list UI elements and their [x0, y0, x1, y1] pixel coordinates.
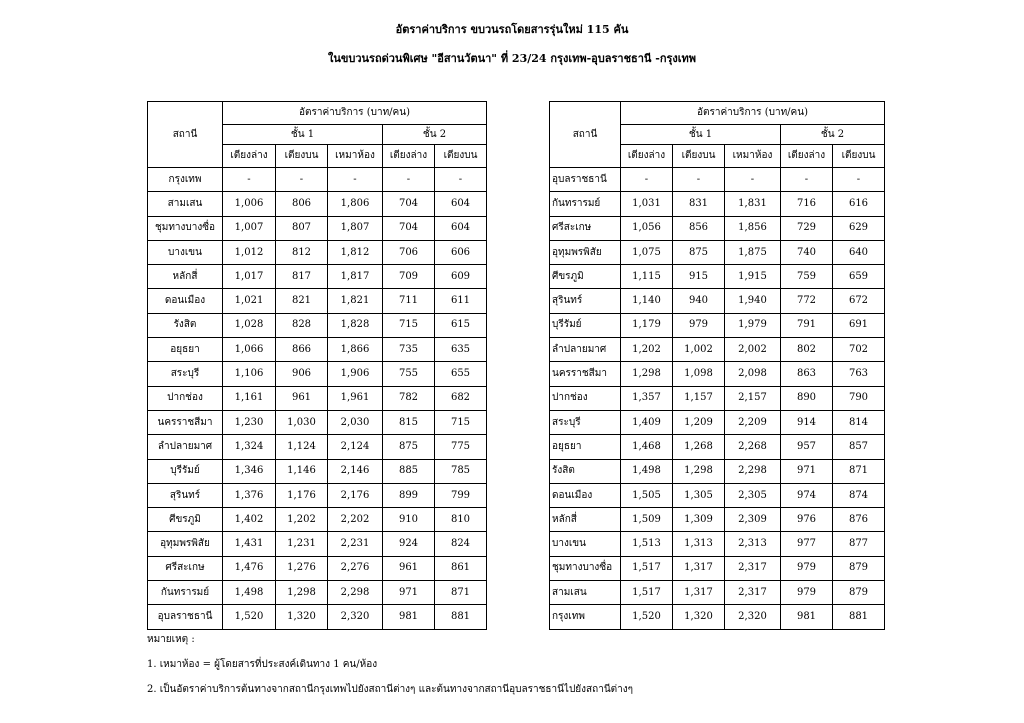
- fare-cell: 1,520: [621, 605, 673, 629]
- fare-cell: 828: [276, 313, 328, 337]
- fare-cell: 1,317: [673, 581, 725, 605]
- c2-lower-header: เตียงล่าง: [781, 145, 833, 168]
- fare-cell: 1,309: [673, 508, 725, 532]
- station-name-cell: ดอนเมือง: [148, 289, 223, 313]
- table-row: [148, 605, 487, 629]
- fare-cell: 1,002: [673, 338, 725, 362]
- table-row: [148, 240, 487, 264]
- fare-cell: -: [833, 168, 885, 192]
- fare-cell: 1,298: [621, 362, 673, 386]
- fare-cell: 914: [781, 410, 833, 434]
- fare-cell: 1,176: [276, 483, 328, 507]
- fare-cell: 875: [383, 435, 435, 459]
- fare-cell: 2,124: [328, 435, 383, 459]
- fare-cell: 1,146: [276, 459, 328, 483]
- table-row: [148, 581, 487, 605]
- fare-cell: 790: [833, 386, 885, 410]
- fare-cell: 1,012: [223, 240, 276, 264]
- station-name-cell: ศีขรภูมิ: [148, 508, 223, 532]
- fare-cell: 1,028: [223, 313, 276, 337]
- fare-cell: 611: [435, 289, 487, 313]
- station-name-cell: สุรินทร์: [148, 483, 223, 507]
- fare-cell: 1,056: [621, 216, 673, 240]
- station-name-cell: สุรินทร์: [550, 289, 621, 313]
- fare-cell: 831: [673, 192, 725, 216]
- station-name-cell: อุทุมพรพิสัย: [148, 532, 223, 556]
- fare-cell: 715: [435, 410, 487, 434]
- fare-cell: 1,979: [725, 313, 781, 337]
- fare-cell: 709: [383, 265, 435, 289]
- class1-header: ชั้น 1: [621, 125, 781, 145]
- station-name-cell: รังสิต: [550, 459, 621, 483]
- fare-cell: 2,231: [328, 532, 383, 556]
- fare-cell: -: [673, 168, 725, 192]
- station-name-cell: สามเสน: [550, 581, 621, 605]
- fare-cell: 1,520: [223, 605, 276, 629]
- fare-cell: 659: [833, 265, 885, 289]
- fare-cell: 1,806: [328, 192, 383, 216]
- table-row: [550, 313, 885, 337]
- table-row: [148, 338, 487, 362]
- table-row: [550, 362, 885, 386]
- fare-cell: 606: [435, 240, 487, 264]
- fare-cell: 1,006: [223, 192, 276, 216]
- fare-cell: 672: [833, 289, 885, 313]
- fare-cell: 715: [383, 313, 435, 337]
- fare-cell: 1,505: [621, 483, 673, 507]
- document-subtitle: ในขบวนรถด่วนพิเศษ "อีสานวัตนา" ที่ 23/24 กรุงเทพ-อุบลราชธานี -กรุงเทพ: [327, 52, 697, 65]
- c2-lower-header: เตียงล่าง: [383, 145, 435, 168]
- class1-header: ชั้น 1: [223, 125, 383, 145]
- fare-cell: 881: [435, 605, 487, 629]
- fare-cell: 1,476: [223, 556, 276, 580]
- fare-cell: 2,209: [725, 410, 781, 434]
- fare-cell: 729: [781, 216, 833, 240]
- fare-cell: 799: [435, 483, 487, 507]
- fare-cell: 910: [383, 508, 435, 532]
- fare-cell: 1,320: [673, 605, 725, 629]
- fare-cell: 1,106: [223, 362, 276, 386]
- fare-cell: 704: [383, 192, 435, 216]
- fare-cell: 976: [781, 508, 833, 532]
- fare-cell: 1,513: [621, 532, 673, 556]
- fare-cell: 1,157: [673, 386, 725, 410]
- fare-cell: 856: [673, 216, 725, 240]
- note-item: 1. เหมาห้อง = ผู้โดยสารที่ประสงค์เดินทาง 1 คน/ห้อง: [147, 659, 378, 670]
- fare-cell: 2,157: [725, 386, 781, 410]
- station-name-cell: นครราชสีมา: [550, 362, 621, 386]
- station-name-cell: อุทุมพรพิสัย: [550, 240, 621, 264]
- fare-cell: 979: [673, 313, 725, 337]
- fare-cell: 1,313: [673, 532, 725, 556]
- fare-cell: 2,176: [328, 483, 383, 507]
- fare-cell: 615: [435, 313, 487, 337]
- table-row: [550, 556, 885, 580]
- station-name-cell: รังสิต: [148, 313, 223, 337]
- class2-header: ชั้น 2: [781, 125, 885, 145]
- fare-cell: 1,517: [621, 581, 673, 605]
- fare-cell: 961: [276, 386, 328, 410]
- fare-cell: 2,320: [725, 605, 781, 629]
- station-name-cell: อยุธยา: [550, 435, 621, 459]
- station-name-cell: บุรีรัมย์: [148, 459, 223, 483]
- fare-cell: 2,276: [328, 556, 383, 580]
- table-row: [148, 410, 487, 434]
- fare-cell: -: [621, 168, 673, 192]
- table-row: [550, 338, 885, 362]
- station-name-cell: ดอนเมือง: [550, 483, 621, 507]
- station-name-cell: ลำปลายมาศ: [148, 435, 223, 459]
- fare-table-from-bangkok: [147, 101, 487, 630]
- table-row: [550, 265, 885, 289]
- fare-cell: 1,007: [223, 216, 276, 240]
- fare-cell: 863: [781, 362, 833, 386]
- fare-cell: 1,140: [621, 289, 673, 313]
- fare-cell: 629: [833, 216, 885, 240]
- table-row: [550, 435, 885, 459]
- station-name-cell: หลักสี่: [550, 508, 621, 532]
- fare-cell: 1,812: [328, 240, 383, 264]
- fare-cell: 711: [383, 289, 435, 313]
- fare-cell: 609: [435, 265, 487, 289]
- table-row: [550, 581, 885, 605]
- fare-cell: 716: [781, 192, 833, 216]
- station-name-cell: อยุธยา: [148, 338, 223, 362]
- fare-cell: 655: [435, 362, 487, 386]
- fare-cell: 981: [781, 605, 833, 629]
- fare-cell: 1,075: [621, 240, 673, 264]
- fare-cell: 1,831: [725, 192, 781, 216]
- station-header: สถานี: [550, 102, 621, 168]
- fare-cell: 1,828: [328, 313, 383, 337]
- fare-cell: 861: [435, 556, 487, 580]
- station-name-cell: ปากช่อง: [550, 386, 621, 410]
- fare-cell: 1,230: [223, 410, 276, 434]
- fare-cell: 824: [435, 532, 487, 556]
- fare-cell: 2,268: [725, 435, 781, 459]
- fare-cell: 1,276: [276, 556, 328, 580]
- station-name-cell: ศรีสะเกษ: [550, 216, 621, 240]
- c1-lower-header: เตียงล่าง: [621, 145, 673, 168]
- table-row: [550, 216, 885, 240]
- fare-cell: 1,305: [673, 483, 725, 507]
- fare-cell: -: [276, 168, 328, 192]
- fare-cell: 604: [435, 192, 487, 216]
- fare-cell: -: [223, 168, 276, 192]
- fare-cell: 1,940: [725, 289, 781, 313]
- fare-cell: 2,313: [725, 532, 781, 556]
- station-name-cell: ชุมทางบางซื่อ: [550, 556, 621, 580]
- fare-cell: 1,468: [621, 435, 673, 459]
- table-row: [148, 362, 487, 386]
- table-row: [148, 265, 487, 289]
- fare-cell: 635: [435, 338, 487, 362]
- fare-cell: 782: [383, 386, 435, 410]
- fare-cell: 1,961: [328, 386, 383, 410]
- c1-upper-header: เตียงบน: [276, 145, 328, 168]
- fare-cell: 2,317: [725, 581, 781, 605]
- table-row: [550, 192, 885, 216]
- fare-cell: 1,431: [223, 532, 276, 556]
- table-row: [148, 168, 487, 192]
- fare-cell: 1,509: [621, 508, 673, 532]
- fare-cell: 1,124: [276, 435, 328, 459]
- fare-cell: 2,146: [328, 459, 383, 483]
- fare-cell: 682: [435, 386, 487, 410]
- station-name-cell: สามเสน: [148, 192, 223, 216]
- fare-cell: 1,402: [223, 508, 276, 532]
- fare-cell: 1,856: [725, 216, 781, 240]
- fare-cell: 2,098: [725, 362, 781, 386]
- c1-room-header: เหมาห้อง: [328, 145, 383, 168]
- fare-cell: 763: [833, 362, 885, 386]
- fare-cell: 1,357: [621, 386, 673, 410]
- fare-cell: 1,324: [223, 435, 276, 459]
- table-row: [148, 459, 487, 483]
- fare-cell: 1,161: [223, 386, 276, 410]
- station-header: สถานี: [148, 102, 223, 168]
- fare-cell: -: [725, 168, 781, 192]
- station-name-cell: บางเขน: [550, 532, 621, 556]
- fare-cell: 924: [383, 532, 435, 556]
- table-row: [148, 532, 487, 556]
- station-name-cell: ปากช่อง: [148, 386, 223, 410]
- fare-cell: 885: [383, 459, 435, 483]
- station-name-cell: บุรีรัมย์: [550, 313, 621, 337]
- fare-cell: 875: [673, 240, 725, 264]
- fare-cell: 940: [673, 289, 725, 313]
- fare-cell: 1,017: [223, 265, 276, 289]
- fare-cell: 1,346: [223, 459, 276, 483]
- fare-cell: 981: [383, 605, 435, 629]
- fare-cell: 1,021: [223, 289, 276, 313]
- fare-cell: 2,317: [725, 556, 781, 580]
- fare-cell: 1,376: [223, 483, 276, 507]
- fare-cell: 1,517: [621, 556, 673, 580]
- fare-cell: 2,298: [328, 581, 383, 605]
- table-row: [148, 435, 487, 459]
- fare-cell: 1,409: [621, 410, 673, 434]
- fare-cell: 1,098: [673, 362, 725, 386]
- fare-cell: 1,498: [621, 459, 673, 483]
- fare-cell: 640: [833, 240, 885, 264]
- fare-cell: 1,817: [328, 265, 383, 289]
- fare-cell: 1,209: [673, 410, 725, 434]
- fare-cell: 604: [435, 216, 487, 240]
- fare-cell: 1,268: [673, 435, 725, 459]
- fare-cell: 1,231: [276, 532, 328, 556]
- table-row: [148, 386, 487, 410]
- fare-cell: 740: [781, 240, 833, 264]
- station-name-cell: หลักสี่: [148, 265, 223, 289]
- fare-cell: 876: [833, 508, 885, 532]
- fare-cell: 806: [276, 192, 328, 216]
- fare-cell: 974: [781, 483, 833, 507]
- note-item: 2. เป็นอัตราค่าบริการต้นทางจากสถานีกรุงเทพไปยังสถานีต่างๆ และต้นทางจากสถานีอุบลราชธานีไปยังสถานีต่างๆ: [147, 684, 634, 695]
- table-row: [550, 483, 885, 507]
- fare-cell: 1,906: [328, 362, 383, 386]
- table-row: [550, 386, 885, 410]
- fare-cell: 2,298: [725, 459, 781, 483]
- fare-cell: 1,298: [673, 459, 725, 483]
- fare-cell: 807: [276, 216, 328, 240]
- fare-table-body: [148, 168, 487, 630]
- fare-cell: 881: [833, 605, 885, 629]
- fare-cell: 702: [833, 338, 885, 362]
- fare-cell: 802: [781, 338, 833, 362]
- table-row: [550, 168, 885, 192]
- fare-cell: 772: [781, 289, 833, 313]
- fare-cell: 871: [435, 581, 487, 605]
- fare-cell: 877: [833, 532, 885, 556]
- fare-cell: 957: [781, 435, 833, 459]
- document-title: อัตราค่าบริการ ขบวนรถโดยสารรุ่นใหม่ 115 คัน: [395, 23, 629, 36]
- fare-cell: 866: [276, 338, 328, 362]
- fare-cell: 879: [833, 581, 885, 605]
- fare-cell: 2,305: [725, 483, 781, 507]
- station-name-cell: อุบลราชธานี: [148, 605, 223, 629]
- class2-header: ชั้น 2: [383, 125, 487, 145]
- station-name-cell: สระบุรี: [550, 410, 621, 434]
- fare-cell: 616: [833, 192, 885, 216]
- fare-cell: 706: [383, 240, 435, 264]
- fare-cell: 2,030: [328, 410, 383, 434]
- c2-upper-header: เตียงบน: [833, 145, 885, 168]
- fare-cell: -: [328, 168, 383, 192]
- fare-cell: 810: [435, 508, 487, 532]
- station-name-cell: บางเขน: [148, 240, 223, 264]
- fare-cell: 1,298: [276, 581, 328, 605]
- fare-cell: 879: [833, 556, 885, 580]
- fare-cell: 2,002: [725, 338, 781, 362]
- fare-cell: 691: [833, 313, 885, 337]
- fare-cell: 1,807: [328, 216, 383, 240]
- fare-cell: 857: [833, 435, 885, 459]
- fare-cell: 1,202: [276, 508, 328, 532]
- fare-cell: 775: [435, 435, 487, 459]
- table-row: [148, 313, 487, 337]
- station-name-cell: ชุมทางบางซื่อ: [148, 216, 223, 240]
- fare-table-body: [550, 168, 885, 630]
- fare-cell: 755: [383, 362, 435, 386]
- fare-cell: 1,866: [328, 338, 383, 362]
- station-name-cell: อุบลราชธานี: [550, 168, 621, 192]
- fare-cell: 899: [383, 483, 435, 507]
- fare-cell: 785: [435, 459, 487, 483]
- fare-cell: 971: [383, 581, 435, 605]
- fare-cell: 704: [383, 216, 435, 240]
- c1-upper-header: เตียงบน: [673, 145, 725, 168]
- table-row: [550, 532, 885, 556]
- fare-cell: 979: [781, 556, 833, 580]
- fare-cell: 815: [383, 410, 435, 434]
- station-name-cell: กรุงเทพ: [148, 168, 223, 192]
- fare-cell: 2,309: [725, 508, 781, 532]
- table-row: [148, 216, 487, 240]
- c1-lower-header: เตียงล่าง: [223, 145, 276, 168]
- fare-cell: 1,179: [621, 313, 673, 337]
- table-row: [550, 240, 885, 264]
- table-row: [550, 459, 885, 483]
- table-row: [148, 556, 487, 580]
- fare-cell: 1,317: [673, 556, 725, 580]
- fare-cell: 735: [383, 338, 435, 362]
- fare-header: อัตราค่าบริการ (บาท/คน): [621, 102, 885, 125]
- c2-upper-header: เตียงบน: [435, 145, 487, 168]
- c1-room-header: เหมาห้อง: [725, 145, 781, 168]
- fare-cell: 1,875: [725, 240, 781, 264]
- fare-cell: 2,320: [328, 605, 383, 629]
- fare-cell: 821: [276, 289, 328, 313]
- table-row: [148, 289, 487, 313]
- fare-table-from-ubon: [549, 101, 885, 630]
- table-row: [550, 289, 885, 313]
- fare-cell: 759: [781, 265, 833, 289]
- fare-cell: 817: [276, 265, 328, 289]
- fare-cell: -: [383, 168, 435, 192]
- fare-cell: 906: [276, 362, 328, 386]
- fare-cell: 1,115: [621, 265, 673, 289]
- fare-cell: 1,915: [725, 265, 781, 289]
- station-name-cell: นครราชสีมา: [148, 410, 223, 434]
- table-row: [148, 483, 487, 507]
- station-name-cell: ลำปลายมาศ: [550, 338, 621, 362]
- table-row: [550, 410, 885, 434]
- fare-cell: -: [435, 168, 487, 192]
- fare-header: อัตราค่าบริการ (บาท/คน): [223, 102, 487, 125]
- fare-cell: 2,202: [328, 508, 383, 532]
- station-name-cell: สระบุรี: [148, 362, 223, 386]
- fare-cell: 1,320: [276, 605, 328, 629]
- fare-cell: 814: [833, 410, 885, 434]
- table-row: [148, 508, 487, 532]
- fare-cell: 871: [833, 459, 885, 483]
- station-name-cell: ศรีสะเกษ: [148, 556, 223, 580]
- fare-cell: 1,066: [223, 338, 276, 362]
- fare-cell: 1,202: [621, 338, 673, 362]
- station-name-cell: ศีขรภูมิ: [550, 265, 621, 289]
- station-name-cell: กันทรารมย์: [550, 192, 621, 216]
- fare-cell: 791: [781, 313, 833, 337]
- fare-cell: 874: [833, 483, 885, 507]
- fare-cell: 977: [781, 532, 833, 556]
- table-row: [550, 605, 885, 629]
- fare-cell: 979: [781, 581, 833, 605]
- table-row: [550, 508, 885, 532]
- station-name-cell: กรุงเทพ: [550, 605, 621, 629]
- fare-cell: 812: [276, 240, 328, 264]
- fare-cell: 961: [383, 556, 435, 580]
- fare-cell: 1,031: [621, 192, 673, 216]
- fare-cell: 915: [673, 265, 725, 289]
- fare-cell: -: [781, 168, 833, 192]
- notes-heading: หมายเหตุ :: [147, 634, 195, 645]
- station-name-cell: กันทรารมย์: [148, 581, 223, 605]
- table-row: [148, 192, 487, 216]
- fare-cell: 1,821: [328, 289, 383, 313]
- fare-cell: 971: [781, 459, 833, 483]
- fare-cell: 890: [781, 386, 833, 410]
- fare-cell: 1,498: [223, 581, 276, 605]
- fare-cell: 1,030: [276, 410, 328, 434]
